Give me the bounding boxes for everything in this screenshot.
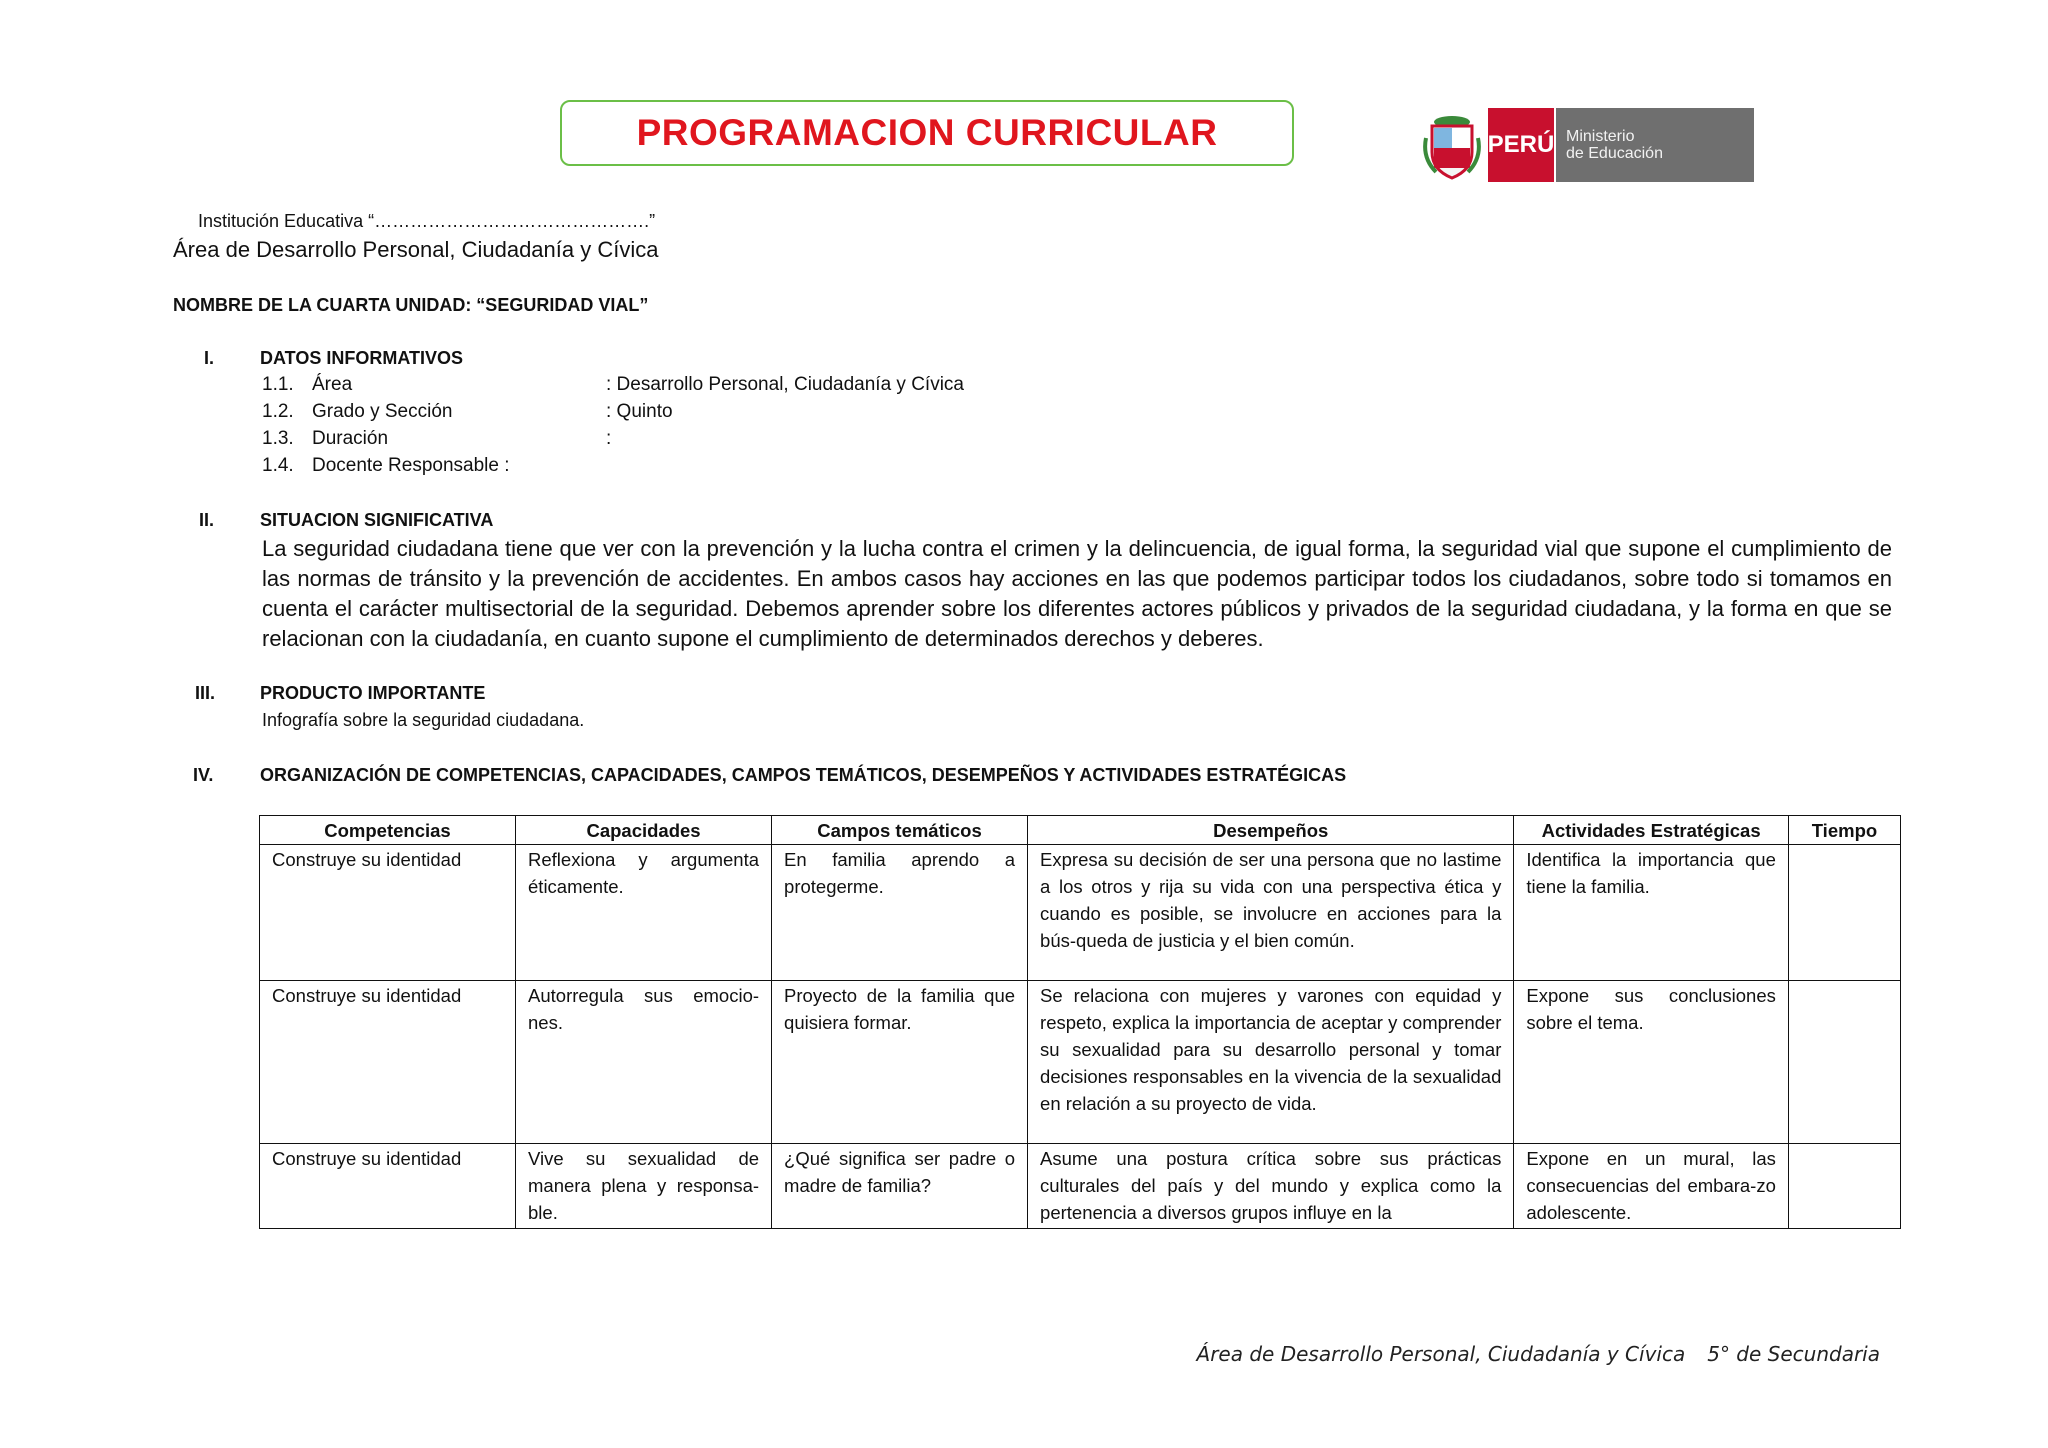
datos-num: 1.2.: [262, 401, 294, 422]
footer-area: Área de Desarrollo Personal, Ciudadanía y Cívica: [1196, 1342, 1686, 1366]
section-title-datos: DATOS INFORMATIVOS: [260, 348, 464, 368]
table-cell: ¿Qué significa ser padre o madre de familia?: [772, 1144, 1028, 1229]
table-cell: Construye su identidad: [260, 981, 516, 1144]
ministry-name: Ministerio de Educación: [1554, 108, 1754, 182]
table-cell: [1788, 981, 1900, 1144]
table-cell: Expone en un mural, las consecuencias del embara-zo adolescente.: [1514, 1144, 1789, 1229]
table-cell: Construye su identidad: [260, 845, 516, 981]
table-header: Tiempo: [1788, 816, 1900, 845]
section-title-producto: PRODUCTO IMPORTANTE: [260, 683, 486, 703]
ministry-logo: [1422, 108, 1754, 182]
footer-grade: 5° de Secundaria: [1707, 1342, 1880, 1366]
table-cell: [1788, 1144, 1900, 1229]
table-header: Competencias: [260, 816, 516, 845]
datos-label: Duración: [312, 428, 389, 449]
datos-value: : Quinto: [606, 401, 673, 422]
table-cell: Expone sus conclusiones sobre el tema.: [1514, 981, 1789, 1144]
peru-coat-of-arms-icon: [1422, 108, 1482, 182]
table-row: [260, 845, 1901, 981]
table-header: Capacidades: [516, 816, 772, 845]
table-cell: Proyecto de la familia que quisiera formar.: [772, 981, 1028, 1144]
table-cell: Autorregula sus emocio-nes.: [516, 981, 772, 1144]
page-title: PROGRAMACION CURRICULAR: [636, 112, 1218, 153]
area-heading: Área de Desarrollo Personal, Ciudadanía y Cívica: [173, 237, 659, 262]
table-cell: Reflexiona y argumenta éticamente.: [516, 845, 772, 981]
table-cell: Identifica la importancia que tiene la familia.: [1514, 845, 1789, 981]
table-row: [260, 1144, 1901, 1229]
competencias-table: [259, 815, 1901, 1229]
section-number: II.: [199, 510, 215, 530]
datos-num: 1.4.: [262, 455, 294, 476]
section-number: I.: [204, 348, 215, 368]
table-header: Campos temáticos: [772, 816, 1028, 845]
datos-value: : Desarrollo Personal, Ciudadanía y Cívica: [606, 374, 965, 395]
table-cell: Asume una postura crítica sobre sus prácticas culturales del país y del mundo y explica como la pertenencia a diversos grupos influye en la: [1028, 1144, 1514, 1229]
table-row: [260, 981, 1901, 1144]
table-cell: Expresa su decisión de ser una persona que no lastime a los otros y rija su vida con una perspectiva ética y cuando es posible, se involucre en acciones para la bús-queda de justicia y el bien común.: [1028, 845, 1514, 981]
section-number: III.: [195, 683, 216, 703]
producto-text: Infografía sobre la seguridad ciudadana.: [262, 710, 585, 730]
table-header: Actividades Estratégicas: [1514, 816, 1789, 845]
section-title-situacion: SITUACION SIGNIFICATIVA: [260, 510, 494, 530]
table-cell: En familia aprendo a protegerme.: [772, 845, 1028, 981]
table-cell: Se relaciona con mujeres y varones con equidad y respeto, explica la importancia de aceptar y comprender su sexualidad para su desarrollo personal y tomar decisiones responsables en la vivencia de la sexualidad en relación a su proyecto de vida.: [1028, 981, 1514, 1144]
datos-value: :: [606, 428, 612, 449]
datos-label: Área: [312, 374, 353, 395]
datos-label: Docente Responsable :: [312, 455, 510, 476]
table-header: Desempeños: [1028, 816, 1514, 845]
section-number: IV.: [193, 765, 214, 785]
table-header-row: [260, 816, 1901, 845]
section-title-organizacion: ORGANIZACIÓN DE COMPETENCIAS, CAPACIDADES, CAMPOS TEMÁTICOS, DESEMPEÑOS Y ACTIVIDADES ESTRATÉGICAS: [260, 765, 1347, 785]
title-box: [560, 100, 1294, 166]
page-footer: [1197, 1342, 1880, 1366]
unit-name: NOMBRE DE LA CUARTA UNIDAD: “SEGURIDAD VIAL”: [173, 295, 649, 315]
datos-num: 1.1.: [262, 374, 294, 395]
peru-brand: PERÚ: [1488, 108, 1554, 182]
table-cell: [1788, 845, 1900, 981]
institution-line: Institución Educativa “……………………………………….”: [198, 211, 656, 231]
table-cell: Construye su identidad: [260, 1144, 516, 1229]
datos-num: 1.3.: [262, 428, 294, 449]
table-cell: Vive su sexualidad de manera plena y responsa-ble.: [516, 1144, 772, 1229]
datos-label: Grado y Sección: [312, 401, 453, 422]
situacion-paragraph: La seguridad ciudadana tiene que ver con la prevención y la lucha contra el crimen y la delincuencia, de igual forma, la seguridad vial que supone el cumplimiento de las normas de tránsito y la prevención de accidentes. En ambos casos hay acciones en las que podemos participar todos los ciudadanos, sobre todo si tomamos en cuenta el carácter multisectorial de la seguridad. Debemos aprender sobre los diferentes actores públicos y privados de la seguridad ciudadana, y la forma en que se relacionan con la ciudadanía, en cuanto supone el cumplimiento de determinados derechos y deberes.: [262, 536, 1892, 651]
